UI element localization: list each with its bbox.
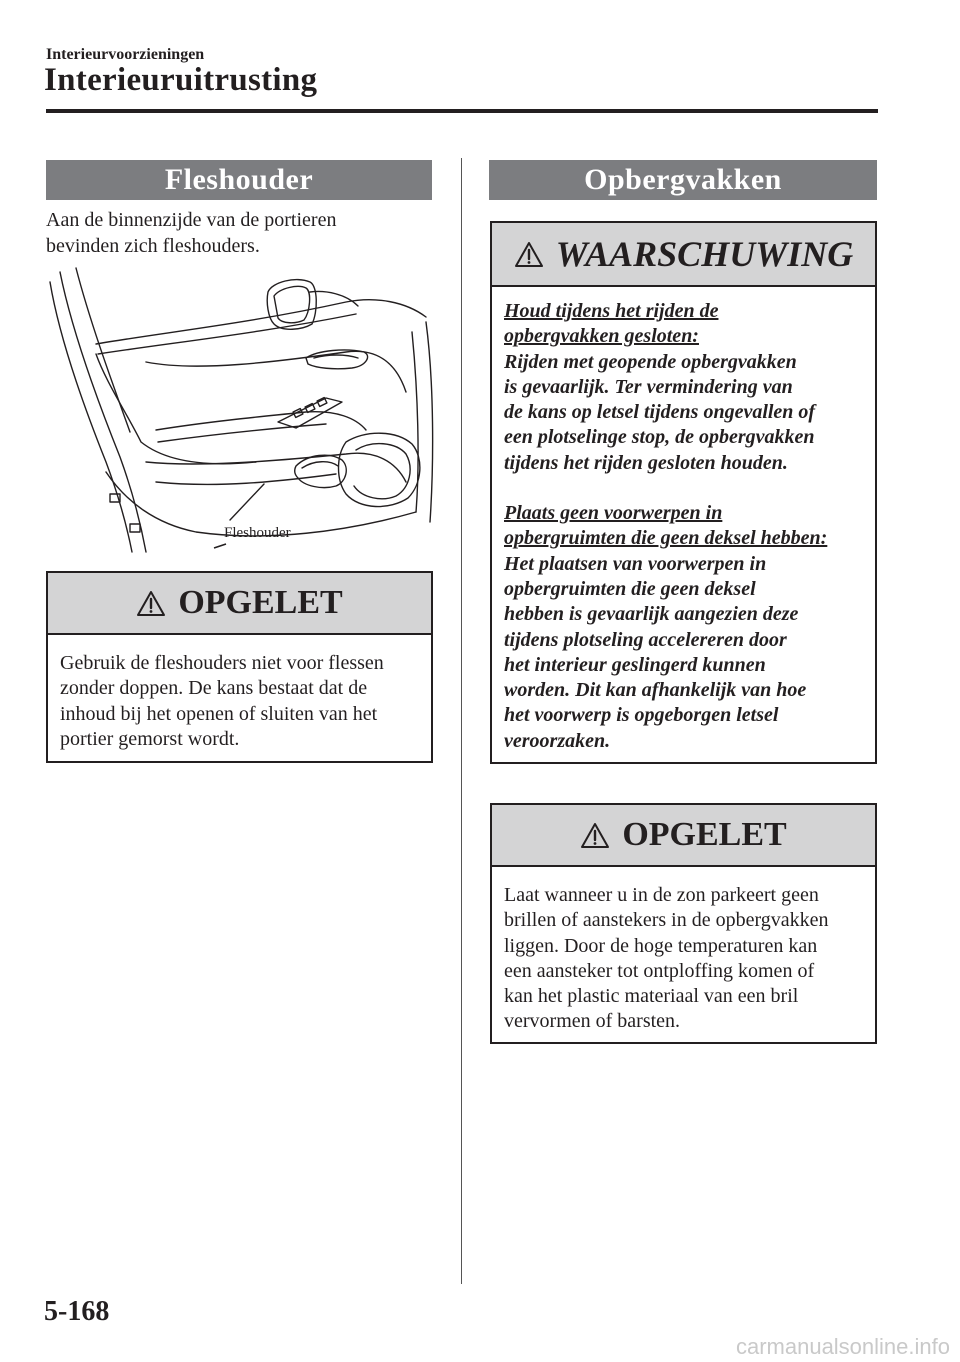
- caution-heading: OPGELET: [622, 816, 787, 853]
- caution-body: [492, 867, 875, 1035]
- intro-line: bevinden zich fleshouders.: [46, 235, 260, 257]
- header-rule: [46, 109, 878, 113]
- caution-line: kan het plastic materiaal van een bril: [504, 985, 799, 1008]
- caution-line: een aansteker tot ontploffing komen of: [504, 959, 815, 982]
- warning-line: Rijden met geopende opbergvakken: [504, 350, 797, 373]
- warning-body: [492, 287, 875, 754]
- warning-line: opbergruimten die geen deksel: [504, 577, 756, 600]
- warning-box: [490, 221, 877, 764]
- caution-line: vervormen of barsten.: [504, 1010, 681, 1033]
- figure-label: Fleshouder: [224, 525, 291, 541]
- caution-line: Gebruik de fleshouders niet voor flessen: [60, 652, 384, 674]
- warning-line: veroorzaken.: [504, 729, 611, 752]
- chapter-title: Interieuruitrusting: [44, 62, 318, 98]
- warning-triangle-icon: [580, 822, 610, 849]
- warning-line: Het plaatsen van voorwerpen in: [504, 552, 767, 575]
- page-number: 5-168: [44, 1296, 110, 1327]
- caution-body: [48, 635, 431, 752]
- intro-line: Aan de binnenzijde van de portieren: [46, 209, 337, 231]
- warning-line: is gevaarlijk. Ter vermindering van: [504, 375, 793, 398]
- fleshouder-title-band: Fleshouder: [46, 160, 432, 200]
- warning-heading: WAARSCHUWING: [555, 234, 854, 274]
- warning-triangle-icon: [136, 590, 166, 617]
- fleshouder-intro: [46, 207, 436, 259]
- caution-line: inhoud bij het openen of sluiten van het: [60, 702, 378, 725]
- warning-header: [492, 223, 875, 287]
- caution-box-left: [46, 571, 433, 763]
- caution-line: Laat wanneer u in de zon parkeert geen: [504, 884, 819, 906]
- warning-line: tijdens plotseling accelereren door: [504, 628, 787, 651]
- caution-line: brillen of aanstekers in de opbergvakken: [504, 909, 829, 932]
- warning-subheading: opbergruimten die geen deksel hebben:: [504, 527, 828, 550]
- caution-line: liggen. Door de hoge temperaturen kan: [504, 934, 818, 957]
- watermark: carmanualsonline.info: [735, 1334, 950, 1359]
- warning-line: een plotselinge stop, de opbergvakken: [504, 426, 815, 449]
- warning-line: worden. Dit kan afhankelijk van hoe: [504, 679, 807, 702]
- warning-subheading: opbergvakken gesloten:: [504, 325, 699, 348]
- caution-line: zonder doppen. De kans bestaat dat de: [60, 677, 368, 700]
- door-bottle-holder-illustration: [46, 262, 434, 554]
- column-divider: [461, 158, 462, 1284]
- warning-subheading: Plaats geen voorwerpen in: [504, 502, 723, 525]
- caution-box-right: [490, 803, 877, 1044]
- opbergvakken-title-band: Opbergvakken: [489, 160, 877, 200]
- caution-header: [492, 805, 875, 867]
- warning-triangle-icon: [514, 241, 544, 268]
- caution-line: portier gemorst wordt.: [60, 727, 240, 750]
- caution-heading: OPGELET: [178, 584, 343, 621]
- warning-line: de kans op letsel tijdens ongevallen of: [504, 401, 816, 424]
- warning-line: tijdens het rijden gesloten houden.: [504, 451, 788, 474]
- warning-line: het interieur geslingerd kunnen: [504, 653, 766, 676]
- warning-line: het voorwerp is opgeborgen letsel: [504, 704, 779, 727]
- caution-header: [48, 573, 431, 635]
- section-label: Interieurvoorzieningen: [46, 46, 205, 63]
- warning-subheading: Houd tijdens het rijden de: [504, 300, 719, 322]
- warning-line: hebben is gevaarlijk aangezien deze: [504, 603, 799, 626]
